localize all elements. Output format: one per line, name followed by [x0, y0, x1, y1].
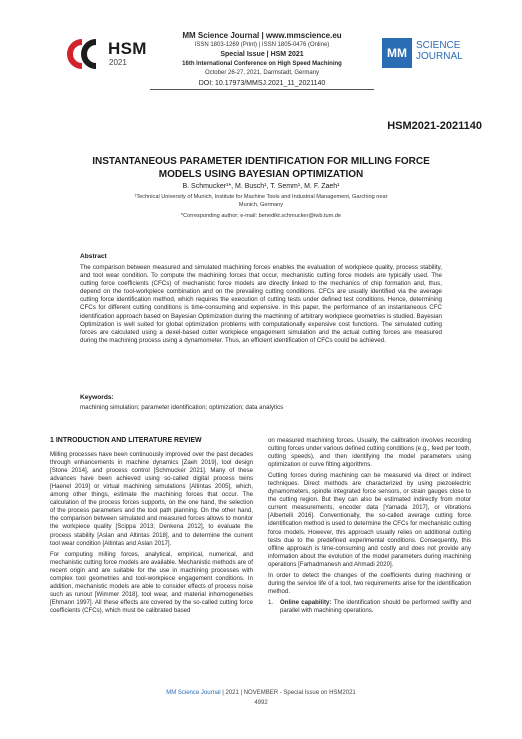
footer-details: | 2021 | NOVEMBER - Special Issue on HSM2021 [220, 690, 356, 696]
paper-id: HSM2021-2021140 [387, 120, 482, 132]
doi-line: DOI: 10.17973/MMSJ.2021_11_2021140 [198, 80, 326, 87]
left-column [50, 437, 253, 618]
journal-line: MM Science Journal | www.mmscience.eu [182, 31, 342, 40]
paper-title-line1: INSTANTANEOUS PARAMETER IDENTIFICATION FOR MILLING FORCE [92, 156, 430, 167]
paragraph: In order to detect the changes of the coefficients during machining or during the service life of a tool, two requirements arise for the identification method. [268, 571, 471, 595]
mm-logo-text [416, 40, 463, 62]
date-line: October 26-27, 2021, Darmstadt, Germany [204, 70, 320, 76]
mm-logo-line1: SCIENCE [416, 40, 461, 51]
section-heading: 1 INTRODUCTION AND LITERATURE REVIEW [50, 437, 202, 444]
mm-logo-line2: JOURNAL [416, 51, 463, 62]
list-item-text: The identification should be performed swiftly and parallel with machining operations. [280, 598, 471, 614]
keywords-body: machining simulation; parameter identification; optimization; data analytics [80, 404, 284, 411]
abstract-heading: Abstract [80, 253, 107, 260]
paragraph: Milling processes have been continuously improved over the past decades through enhancements in machine dynamics [Zaeh 2019], tool design [Stone 2014], and process control [Schmucker 2021]. Many of these advances have been achieved using so-called digital process twins [Haenel 2019] or virtual machining simulations [Altintas 2005], which, among other things, estimate the machining forces that occur. The calculation of the process forces supports, on the one hand, the selection of the process parameters and the tool path planning. On the other hand, the comparison between simulated and measured forces allows to monitor the workpiece quality [Scippa 2013; Denkena 2012], to evaluate the process stability [Aslan and Altintas 2018], and to determine the current tool wear condition [Altintas and Aslan 2017]. [50, 451, 253, 547]
corresponding-author: *Corresponding author; e-mail: benedikt.schmucker@iwb.tum.de [180, 213, 342, 219]
page-footer [0, 690, 522, 696]
hsm-logo-year: 2021 [109, 58, 127, 67]
list-item-body [280, 599, 471, 615]
keywords-heading: Keywords: [80, 394, 114, 401]
issue-line: Special Issue | HSM 2021 [220, 51, 304, 58]
list-item [268, 599, 471, 615]
conference-line: 16th International Conference on High Speed Machining [182, 61, 342, 67]
mm-logo-icon: MM [382, 38, 412, 68]
paper-title-line2: MODELS USING BAYESIAN OPTIMIZATION [158, 169, 364, 180]
author-list: B. Schmucker¹*, M. Busch¹, T. Semm¹, M. F. Zaeh¹ [182, 183, 340, 190]
affiliation: ¹Technical University of Munich, Institute for Machine Tools and Industrial Management, Garching near Munich, Germany [134, 194, 388, 208]
paragraph: Cutting forces during machining can be measured via direct or indirect techniques. Direct methods are characterized by using piezoelectric dynamometers, spindle integrated force sensors, or strain gauges close to the cutting region. But they can also be estimated indirectly from motor current measurements, encoder data [Yamada 2017], or vibrations [Albertelli 2016]. Conventionally, the so-called average cutting force identification method is used to determine the CFCs for mechanistic cutting force models. However, this approach usually relies on additional cutting tests due to the predefined experimental conditions. Consequently, this offline approach is time-consuming and costly and does not provide any information about the evolution of the model parameters during machining operations [Farhadmanesh and Ahmadi 2020]. [268, 472, 471, 568]
paragraph: on measured machining forces. Usually, the calibration involves recording cutting forces under various defined cutting conditions (e.g., feed per tooth, cutting speeds), and then identifying the model parameters using optimization or curve fitting algorithms. [268, 437, 471, 469]
list-item-label: Online capability: [280, 598, 332, 606]
right-column [268, 437, 471, 615]
issn-line: ISSN 1803-1269 (Print) | ISSN 1805-0476 (Online) [194, 42, 330, 48]
abstract-body: The comparison between measured and simulated machining forces enables the evaluation of workpiece quality, process stability, and tool wear condition. To compute the machining forces that occur, mechanistic cutting force models are typically used. The cutting force coefficients (CFCs) of mechanistic force models are directly linked to the mechanics of chip formation and, thus, depend on the tool-workpiece combination and on the prevailing cutting conditions. CFCs are usually identified via the average cutting force identification method, which requires the execution of cutting tests under defined test conditions. Hence, determining CFCs for different cutting conditions is time-consuming and expensive. In this paper, the performance of an instantaneous CFC identification approach based on Bayesian Optimization during the machining of arbitrary workpiece geometries is studied. Bayesian Optimization is well suited for global optimization problems with computationally expensive cost functions. The simulated cutting forces are calculated using a dexel-based cutter workpiece engagement simulation and the actual cutting forces are measured during the machining process using a dynamometer. Thus, an efficient identification of CFCs could be achieved. [80, 264, 442, 344]
paragraph: For computing milling forces, analytical, empirical, numerical, and mechanistic cutting force models are available. Mechanistic methods are of recent origin and are suitable for the use in machining processes with complex tool geometries and tool-workpiece engagement conditions. In addition, mechanistic models are able to consider effects of process noise such as runout [Wimmer 2018], tool wear, and material inhomogeneities [Ehmann 1997]. All these effects are covered by the so-called cutting force coefficients (CFCs), which must be calibrated based [50, 550, 253, 614]
page-number: 4992 [254, 700, 268, 706]
list-number: 1. [268, 598, 274, 606]
footer-journal: MM Science Journal [166, 690, 221, 696]
header-divider [150, 89, 374, 90]
hsm-logo-text: HSM [108, 39, 147, 58]
